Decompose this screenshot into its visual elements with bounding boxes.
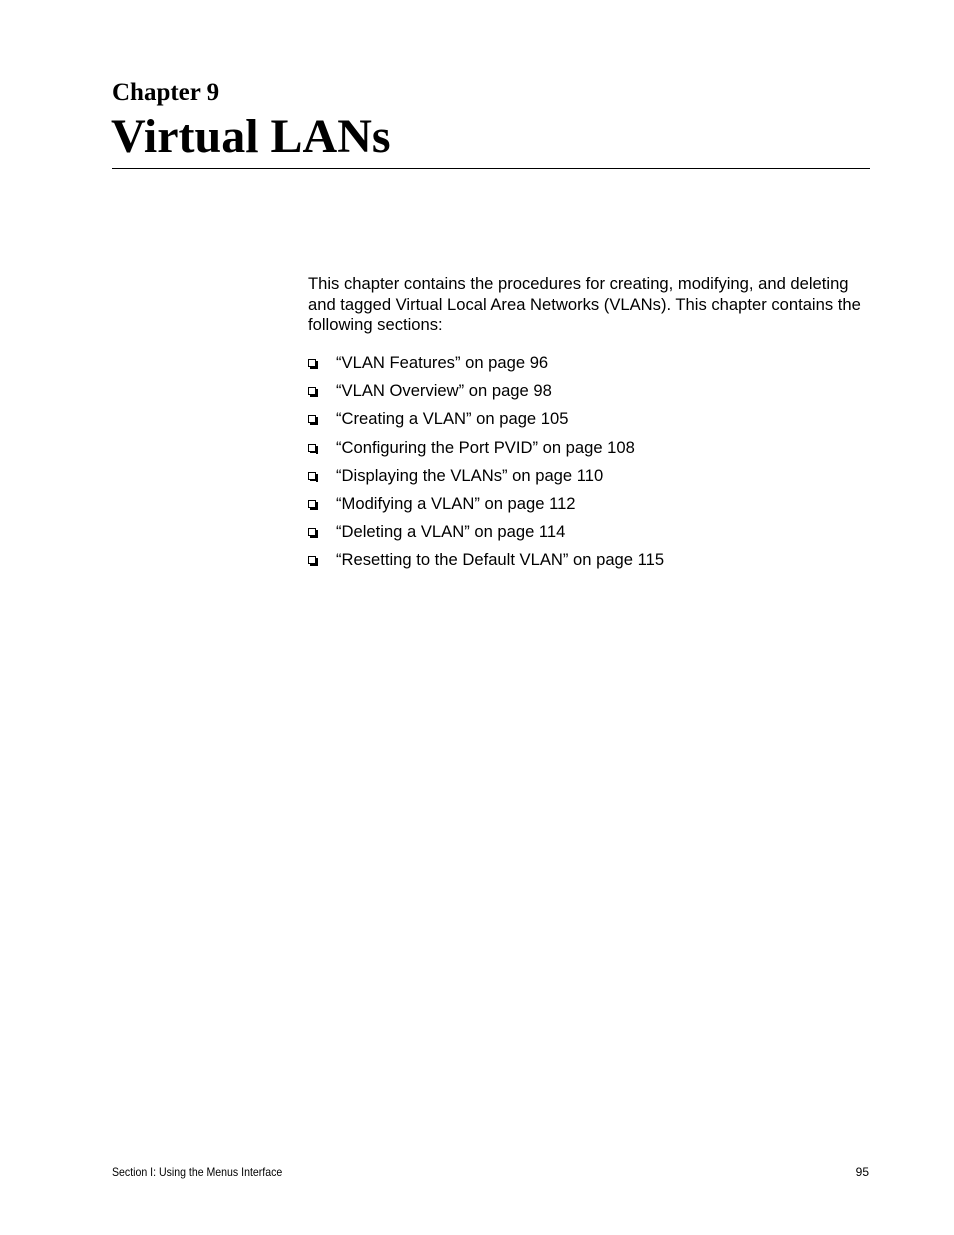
checkbox-bullet-icon <box>308 444 316 452</box>
title-divider <box>112 168 870 169</box>
section-link[interactable]: “VLAN Features” on page 96 <box>336 353 549 372</box>
intro-paragraph: This chapter contains the procedures for creating, modifying, and deleting and tagged Virtual Local Area Networks (VLANs). This chapter contains the following sections: <box>308 274 861 334</box>
checkbox-bullet-icon <box>308 500 316 508</box>
checkbox-bullet-icon <box>308 472 316 480</box>
section-link[interactable]: “Resetting to the Default VLAN” on page 115 <box>336 550 665 570</box>
footer-section-title: Section I: Using the Menus Interface <box>112 1165 283 1179</box>
section-link[interactable]: “VLAN Overview” on page 98 <box>336 381 552 401</box>
page-number: 95 <box>855 1165 869 1179</box>
chapter-label: Chapter 9 <box>112 79 220 106</box>
section-link[interactable]: “Modifying a VLAN” on page 112 <box>336 493 576 513</box>
section-link[interactable]: “Deleting a VLAN” on page 114 <box>336 522 566 542</box>
section-link[interactable]: “Displaying the VLANs” on page 110 <box>336 465 604 485</box>
checkbox-bullet-icon <box>308 387 316 395</box>
checkbox-bullet-icon <box>308 556 316 564</box>
chapter-title: Virtual LANs <box>111 110 391 163</box>
checkbox-bullet-icon <box>308 359 316 367</box>
section-link[interactable]: “Creating a VLAN” on page 105 <box>336 409 569 429</box>
section-link[interactable]: “Configuring the Port PVID” on page 108 <box>336 437 635 457</box>
checkbox-bullet-icon <box>308 528 316 536</box>
checkbox-bullet-icon <box>308 415 316 423</box>
